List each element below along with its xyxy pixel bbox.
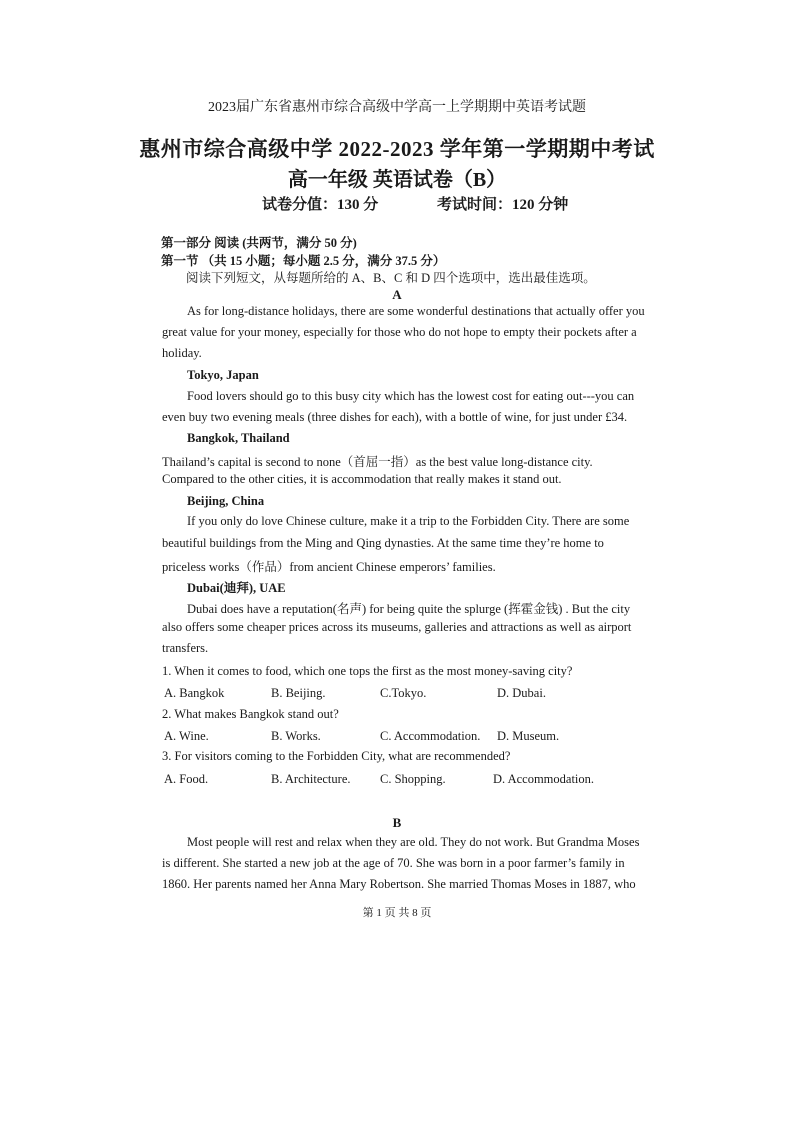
exam-subtitle: 高一年级 英语试卷（B） xyxy=(287,169,507,191)
paragraph-line: Food lovers should go to this busy city which has the lowest cost for eating out---you can xyxy=(187,389,635,403)
option-a: A. Wine. xyxy=(164,729,209,743)
passage-b-label: B xyxy=(392,815,402,830)
paragraph-line: great value for your money, especially for those who do not hope to empty their pockets after a xyxy=(162,325,637,339)
paragraph-line: beautiful buildings from the Ming and Qing dynasties. At the same time they’re home to xyxy=(162,536,604,550)
question-stem: 2. What makes Bangkok stand out? xyxy=(162,707,339,721)
paragraph-line: 1860. Her parents named her Anna Mary Robertson. She married Thomas Moses in 1887, who xyxy=(162,877,636,891)
option-c: C.Tokyo. xyxy=(380,686,427,700)
paragraph-line: is different. She started a new job at the age of 70. She was born in a poor farmer’s family in xyxy=(162,856,625,870)
passage-a-label: A xyxy=(392,287,402,302)
paragraph-line: Dubai does have a reputation(名声) for being quite the splurge (挥霍金钱) . But the city xyxy=(187,602,631,616)
option-b: B. Beijing. xyxy=(271,686,326,700)
paragraph-line: As for long-distance holidays, there are some wonderful destinations that actually offer you xyxy=(187,304,645,318)
option-c: C. Accommodation. xyxy=(380,729,481,743)
option-b: B. Architecture. xyxy=(271,772,351,786)
exam-title: 惠州市综合高级中学 2022-2023 学年第一学期期中考试 xyxy=(139,137,655,161)
paragraph-line: also offers some cheaper prices across its museums, galleries and attractions as well as airport xyxy=(162,620,632,634)
paragraph-line: holiday. xyxy=(162,346,202,360)
score-info: 试卷分值：130 分 xyxy=(262,197,379,213)
document-header: 2023届广东省惠州市综合高级中学高一上学期期中英语考试题 xyxy=(208,100,586,115)
destination-title: Tokyo, Japan xyxy=(187,368,259,382)
option-d: D. Dubai. xyxy=(497,686,546,700)
paragraph-line: If you only do love Chinese culture, make it a trip to the Forbidden City. There are some xyxy=(187,514,630,528)
paragraph-line: Most people will rest and relax when they are old. They do not work. But Grandma Moses xyxy=(187,835,640,849)
paragraph-line: Compared to the other cities, it is accommodation that really makes it stand out. xyxy=(162,472,562,486)
option-c: C. Shopping. xyxy=(380,772,446,786)
page-footer: 第 1 页 共 8 页 xyxy=(362,907,432,919)
paragraph-line: priceless works（作品）from ancient Chinese emperors’ families. xyxy=(162,560,496,574)
section-heading: 第一节 （共 15 小题；每小题 2.5 分，满分 37.5 分） xyxy=(161,254,446,268)
option-d: D. Accommodation. xyxy=(493,772,595,786)
paragraph-line: Thailand’s capital is second to none（首屈一指）as the best value long-distance city. xyxy=(162,455,593,469)
question-stem: 1. When it comes to food, which one tops the first as the most money-saving city? xyxy=(162,664,573,678)
paragraph-line: transfers. xyxy=(162,641,209,655)
instruction-text: 阅读下列短文，从每题所给的 A、B、C 和 D 四个选项中，选出最佳选项。 xyxy=(186,271,596,285)
time-info: 考试时间：120 分钟 xyxy=(437,197,569,213)
option-b: B. Works. xyxy=(271,729,321,743)
part-heading: 第一部分 阅读 (共两节，满分 50 分) xyxy=(161,236,357,250)
option-d: D. Museum. xyxy=(497,729,560,743)
destination-title: Bangkok, Thailand xyxy=(187,431,290,445)
option-a: A. Bangkok xyxy=(164,686,225,700)
option-a: A. Food. xyxy=(164,772,209,786)
destination-title: Beijing, China xyxy=(187,494,265,508)
destination-title: Dubai(迪拜), UAE xyxy=(187,581,286,595)
question-stem: 3. For visitors coming to the Forbidden City, what are recommended? xyxy=(162,749,511,763)
paragraph-line: even buy two evening meals (three dishes for each), with a bottle of wine, for just under £34. xyxy=(162,410,628,424)
